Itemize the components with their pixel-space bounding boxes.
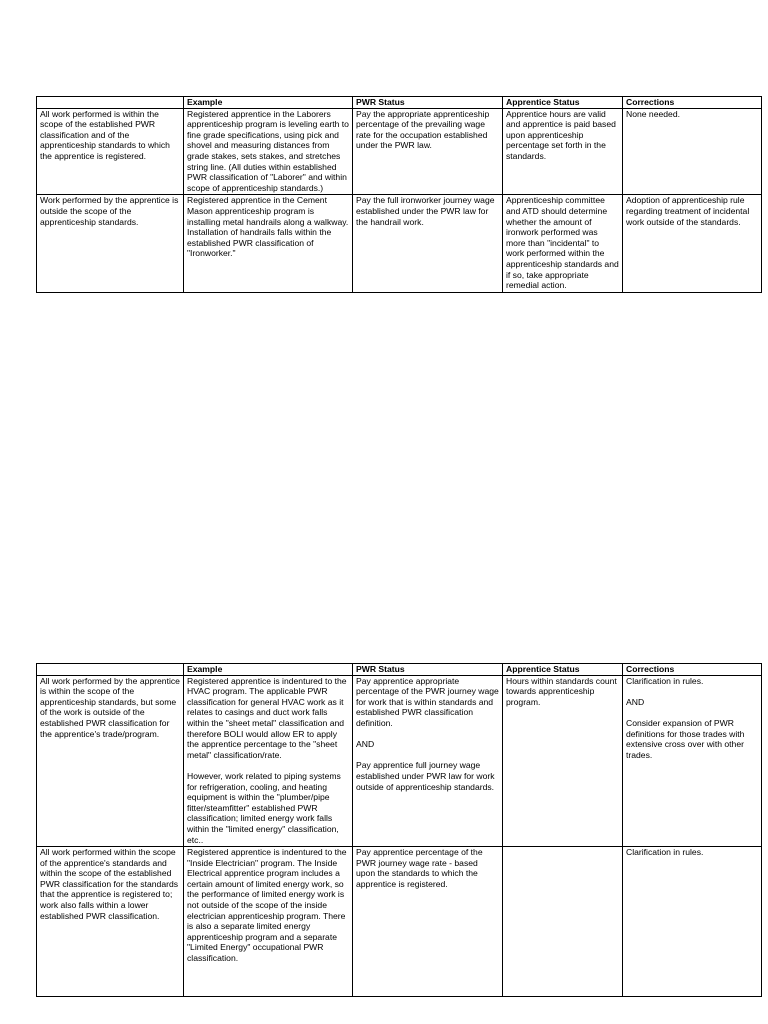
scenario-cell: All work performed is within the scope of the established PWR classification and of the apprenticeship standards to which the apprentice is registered. [37,108,184,195]
apprentice-status-cell [503,847,623,997]
header-scenario [37,664,184,676]
example-cell: Registered apprentice in the Cement Mason apprenticeship program is installing metal handrails along a walkway. Installation of handrails falls within the established PWR classification of "Ironworker." [184,195,353,292]
example-cell: Registered apprentice in the Laborers apprenticeship program is leveling earth to fine grade specifications, using pick and shovel and measuring distances from grade stakes, sets stakes, and stretches string line. (All duties within established PWR classification of "Laborer" and within scope of apprenticeship standards.) [184,108,353,195]
header-pwr-status: PWR Status [353,97,503,109]
corrections-cell: Clarification in rules. [623,847,762,997]
apprentice-status-cell: Apprenticeship committee and ATD should determine whether the amount of ironwork performed was more than "incidental" to work performed within the apprenticeship standards and if so, take appropriate remedial action. [503,195,623,292]
header-scenario [37,97,184,109]
pwr-status-cell: Pay apprentice percentage of the PWR journey wage rate - based upon the standards to which the apprentice is registered. [353,847,503,997]
scenario-cell: Work performed by the apprentice is outside the scope of the apprenticeship standards. [37,195,184,292]
pwr-status-cell: Pay the full ironworker journey wage established under the PWR law for the handrail work. [353,195,503,292]
scenario-cell: All work performed within the scope of the apprentice's standards and within the scope of the established PWR classification for the standards that the apprentice is registered to; work also falls within a lower established PWR classification. [37,847,184,997]
wage-classification-table-1 [36,96,762,293]
apprentice-status-cell: Apprentice hours are valid and apprentice is paid based upon apprenticeship percentage set forth in the standards. [503,108,623,195]
table-row [37,108,762,195]
header-pwr-status: PWR Status [353,664,503,676]
pwr-status-cell: Pay the appropriate apprenticeship percentage of the prevailing wage rate for the occupation established under the PWR law. [353,108,503,195]
example-cell: Registered apprentice is indentured to the HVAC program. The applicable PWR classification for general HVAC work as it relates to casings and duct work falls within the "sheet metal" classification and therefore BOLI would allow ER to apply the apprentice percentage to the "sheet metal" classification/rate. However, work related to piping systems for refrigeration, cooling, and heating equipment is within the "plumber/pipe fitter/steamfitter" established PWR classification; limited energy work falls within the "limited energy" classification, etc.. [184,675,353,847]
corrections-cell: Adoption of apprenticeship rule regarding treatment of incidental work outside of the standards. [623,195,762,292]
table-row [37,675,762,847]
corrections-cell: Clarification in rules. AND Consider expansion of PWR definitions for those trades with extensive cross over with other trades. [623,675,762,847]
header-corrections: Corrections [623,97,762,109]
wage-classification-table-2 [36,663,762,997]
apprentice-status-cell: Hours within standards count towards apprenticeship program. [503,675,623,847]
table-header-row [37,664,762,676]
corrections-cell: None needed. [623,108,762,195]
pwr-status-cell: Pay apprentice appropriate percentage of the PWR journey wage for work that is within standards and established PWR classification definition. AND Pay apprentice full journey wage established under PWR law for work outside of apprenticeship standards. [353,675,503,847]
header-example: Example [184,664,353,676]
header-example: Example [184,97,353,109]
scenario-cell: All work performed by the apprentice is within the scope of the apprenticeship standards, but some of the work is outside of the established PWR classification for the apprentice's trade/program. [37,675,184,847]
header-apprentice-status: Apprentice Status [503,97,623,109]
table-row [37,195,762,292]
table-header-row [37,97,762,109]
header-apprentice-status: Apprentice Status [503,664,623,676]
example-cell: Registered apprentice is indentured to the "Inside Electrician" program. The Inside Electrical apprentice program includes a certain amount of limited energy work, so the performance of limited energy work is not outside of the scope of the inside electrician apprenticeship program. There is also a separate limited energy apprenticeship program and a separate "Limited Energy" occupational PWR classification. [184,847,353,997]
header-corrections: Corrections [623,664,762,676]
table-row [37,847,762,997]
